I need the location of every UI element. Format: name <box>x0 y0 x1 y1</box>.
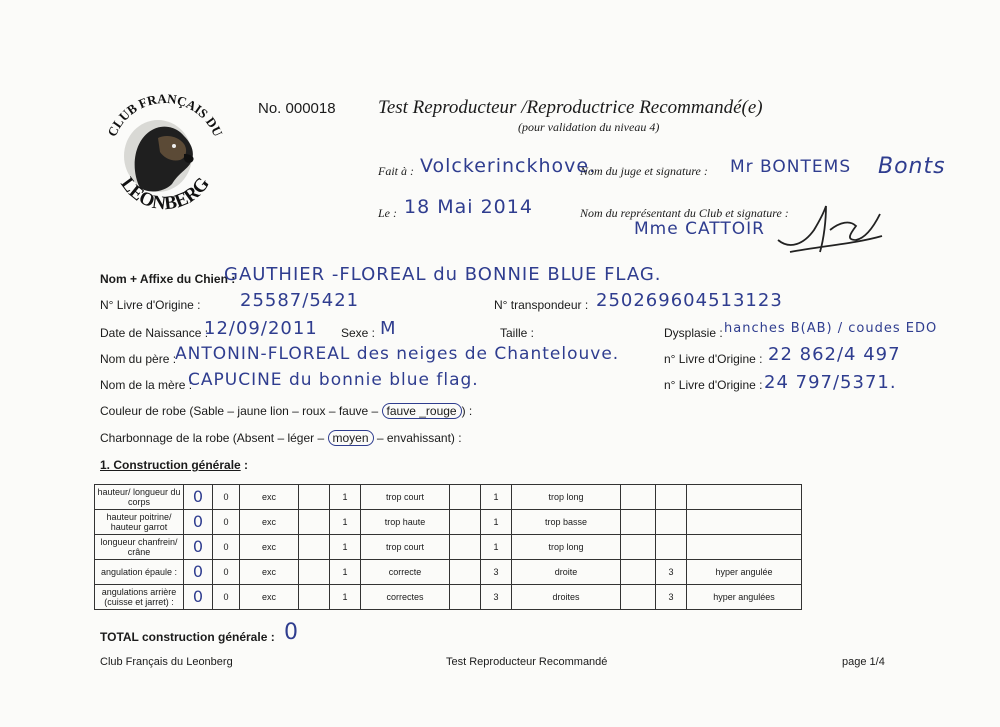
cell-n1: 1 <box>330 485 361 510</box>
nom-label: Nom + Affixe du Chien : <box>100 272 236 286</box>
pere-livre-value: 22 862/4 497 <box>768 344 901 365</box>
cell-blank <box>450 485 481 510</box>
cell-n2: 1 <box>481 485 512 510</box>
construction-table <box>94 484 802 610</box>
cell-n1: 1 <box>330 585 361 610</box>
cell-blank <box>621 535 656 560</box>
juge-signature: Bonts <box>878 154 946 179</box>
cell-exc: exc <box>240 560 299 585</box>
cell-n3: 3 <box>656 585 687 610</box>
page-subtitle: (pour validation du niveau 4) <box>518 120 660 134</box>
cell-blank <box>299 560 330 585</box>
footer-center: Test Reproducteur Recommandé <box>446 656 608 668</box>
cell-d2: trop long <box>512 485 621 510</box>
sexe-label: Sexe : <box>341 326 376 340</box>
cell-d1: trop court <box>361 485 450 510</box>
le-label: Le : <box>378 206 397 220</box>
cell-blank <box>299 485 330 510</box>
fait-value: Volckerinckhove. <box>420 155 597 177</box>
taille-label: Taille : <box>500 326 535 340</box>
dysplasie-label: Dysplasie : <box>664 326 723 340</box>
cell-exc: exc <box>240 510 299 535</box>
rep-value: Mme CATTOIR <box>634 219 765 239</box>
nom-value: GAUTHIER -FLOREAL du BONNIE BLUE FLAG. <box>224 264 662 285</box>
cell-label: angulations arrière (cuisse et jarret) : <box>95 585 184 610</box>
cell-d3: hyper angulée <box>687 560 802 585</box>
cell-c0: 0 <box>213 585 240 610</box>
le-value: 18 Mai 2014 <box>404 196 533 218</box>
cell-n3 <box>656 510 687 535</box>
pere-label: Nom du père : <box>100 352 177 366</box>
transpondeur-label: N° transpondeur : <box>494 298 589 312</box>
cell-exc: exc <box>240 485 299 510</box>
cell-c0: 0 <box>213 535 240 560</box>
cell-blank <box>299 535 330 560</box>
logo-top-text: CLUB FRANÇAIS DU <box>104 90 226 139</box>
form-number: No. 000018 <box>258 100 336 117</box>
juge-value: Mr BONTEMS <box>730 157 852 177</box>
livre-value: 25587/5421 <box>240 290 360 311</box>
leonberg-dog-icon <box>100 88 230 218</box>
cell-score: 0 <box>184 560 213 585</box>
charbon-row <box>100 431 462 445</box>
section1-heading <box>100 458 248 472</box>
cell-score: 0 <box>184 535 213 560</box>
cell-blank <box>450 560 481 585</box>
pere-value: ANTONIN-FLOREAL des neiges de Chantelouve. <box>175 344 620 364</box>
cell-n2: 3 <box>481 560 512 585</box>
cell-d2: trop long <box>512 535 621 560</box>
mere-livre-label: n° Livre d'Origine : <box>664 378 763 392</box>
table-row <box>95 510 802 535</box>
cell-blank <box>621 510 656 535</box>
table-row <box>95 585 802 610</box>
cell-score: 0 <box>184 510 213 535</box>
cell-n3: 3 <box>656 560 687 585</box>
charbon-suffix: – envahissant) : <box>376 431 462 445</box>
cell-n2: 1 <box>481 510 512 535</box>
naissance-value: 12/09/2011 <box>204 318 318 339</box>
cell-c0: 0 <box>213 485 240 510</box>
cell-d3 <box>687 485 802 510</box>
page-title: Test Reproducteur /Reproductrice Recommandé(e) <box>378 97 763 118</box>
charbon-selected: moyen <box>328 430 374 446</box>
table-row <box>95 535 802 560</box>
mere-value: CAPUCINE du bonnie blue flag. <box>188 370 479 390</box>
cell-blank <box>450 535 481 560</box>
footer-right: page 1/4 <box>842 656 885 668</box>
cell-score: 0 <box>184 585 213 610</box>
sexe-value: M <box>380 318 397 339</box>
cell-n3 <box>656 485 687 510</box>
section1-title: 1. Construction générale <box>100 458 241 472</box>
cell-d1: trop haute <box>361 510 450 535</box>
rep-label: Nom du représentant du Club et signature : <box>580 206 789 220</box>
cell-n1: 1 <box>330 510 361 535</box>
livre-label: N° Livre d'Origine : <box>100 298 201 312</box>
mere-label: Nom de la mère : <box>100 378 193 392</box>
cell-label: hauteur/ longueur du corps <box>95 485 184 510</box>
cell-c0: 0 <box>213 560 240 585</box>
mere-livre-value: 24 797/5371. <box>764 372 897 393</box>
table-row <box>95 485 802 510</box>
footer-left: Club Français du Leonberg <box>100 656 233 668</box>
cell-d3 <box>687 535 802 560</box>
cell-n2: 1 <box>481 535 512 560</box>
cell-exc: exc <box>240 585 299 610</box>
total-label: TOTAL construction générale : <box>100 630 275 644</box>
cell-blank <box>299 585 330 610</box>
cell-blank <box>621 485 656 510</box>
cell-d1: correctes <box>361 585 450 610</box>
cell-d2: droite <box>512 560 621 585</box>
cell-blank <box>450 510 481 535</box>
rep-signature-scribble <box>770 200 890 262</box>
pere-livre-label: n° Livre d'Origine : <box>664 352 763 366</box>
table-row <box>95 560 802 585</box>
dysplasie-value: hanches B(AB) / coudes EDO <box>724 321 938 336</box>
total-value: 0 <box>284 620 299 645</box>
cell-d2: trop basse <box>512 510 621 535</box>
robe-label: Couleur de robe (Sable – jaune lion – roux – fauve – <box>100 404 379 418</box>
robe-suffix: ) : <box>461 404 473 418</box>
cell-n3 <box>656 535 687 560</box>
cell-d3: hyper angulées <box>687 585 802 610</box>
cell-d1: correcte <box>361 560 450 585</box>
club-logo <box>100 88 230 218</box>
cell-score: 0 <box>184 485 213 510</box>
fait-label: Fait à : <box>378 164 414 178</box>
section1-title-suffix: : <box>240 458 249 472</box>
transpondeur-value: 250269604513123 <box>596 290 783 311</box>
cell-blank <box>299 510 330 535</box>
cell-label: hauteur poitrine/ hauteur garrot <box>95 510 184 535</box>
robe-selected: fauve _rouge <box>382 403 462 419</box>
cell-n2: 3 <box>481 585 512 610</box>
cell-n1: 1 <box>330 560 361 585</box>
cell-blank <box>450 585 481 610</box>
cell-label: longueur chanfrein/ crâne <box>95 535 184 560</box>
juge-label: Nom du juge et signature : <box>580 164 708 178</box>
cell-label: angulation épaule : <box>95 560 184 585</box>
naissance-label: Date de Naissance : <box>100 326 209 340</box>
cell-blank <box>621 585 656 610</box>
charbon-label: Charbonnage de la robe (Absent – léger – <box>100 431 325 445</box>
cell-n1: 1 <box>330 535 361 560</box>
cell-d2: droites <box>512 585 621 610</box>
robe-row <box>100 404 472 418</box>
cell-exc: exc <box>240 535 299 560</box>
logo-bottom-text: LEONBERG <box>116 173 214 215</box>
cell-d1: trop court <box>361 535 450 560</box>
cell-c0: 0 <box>213 510 240 535</box>
cell-d3 <box>687 510 802 535</box>
cell-blank <box>621 560 656 585</box>
